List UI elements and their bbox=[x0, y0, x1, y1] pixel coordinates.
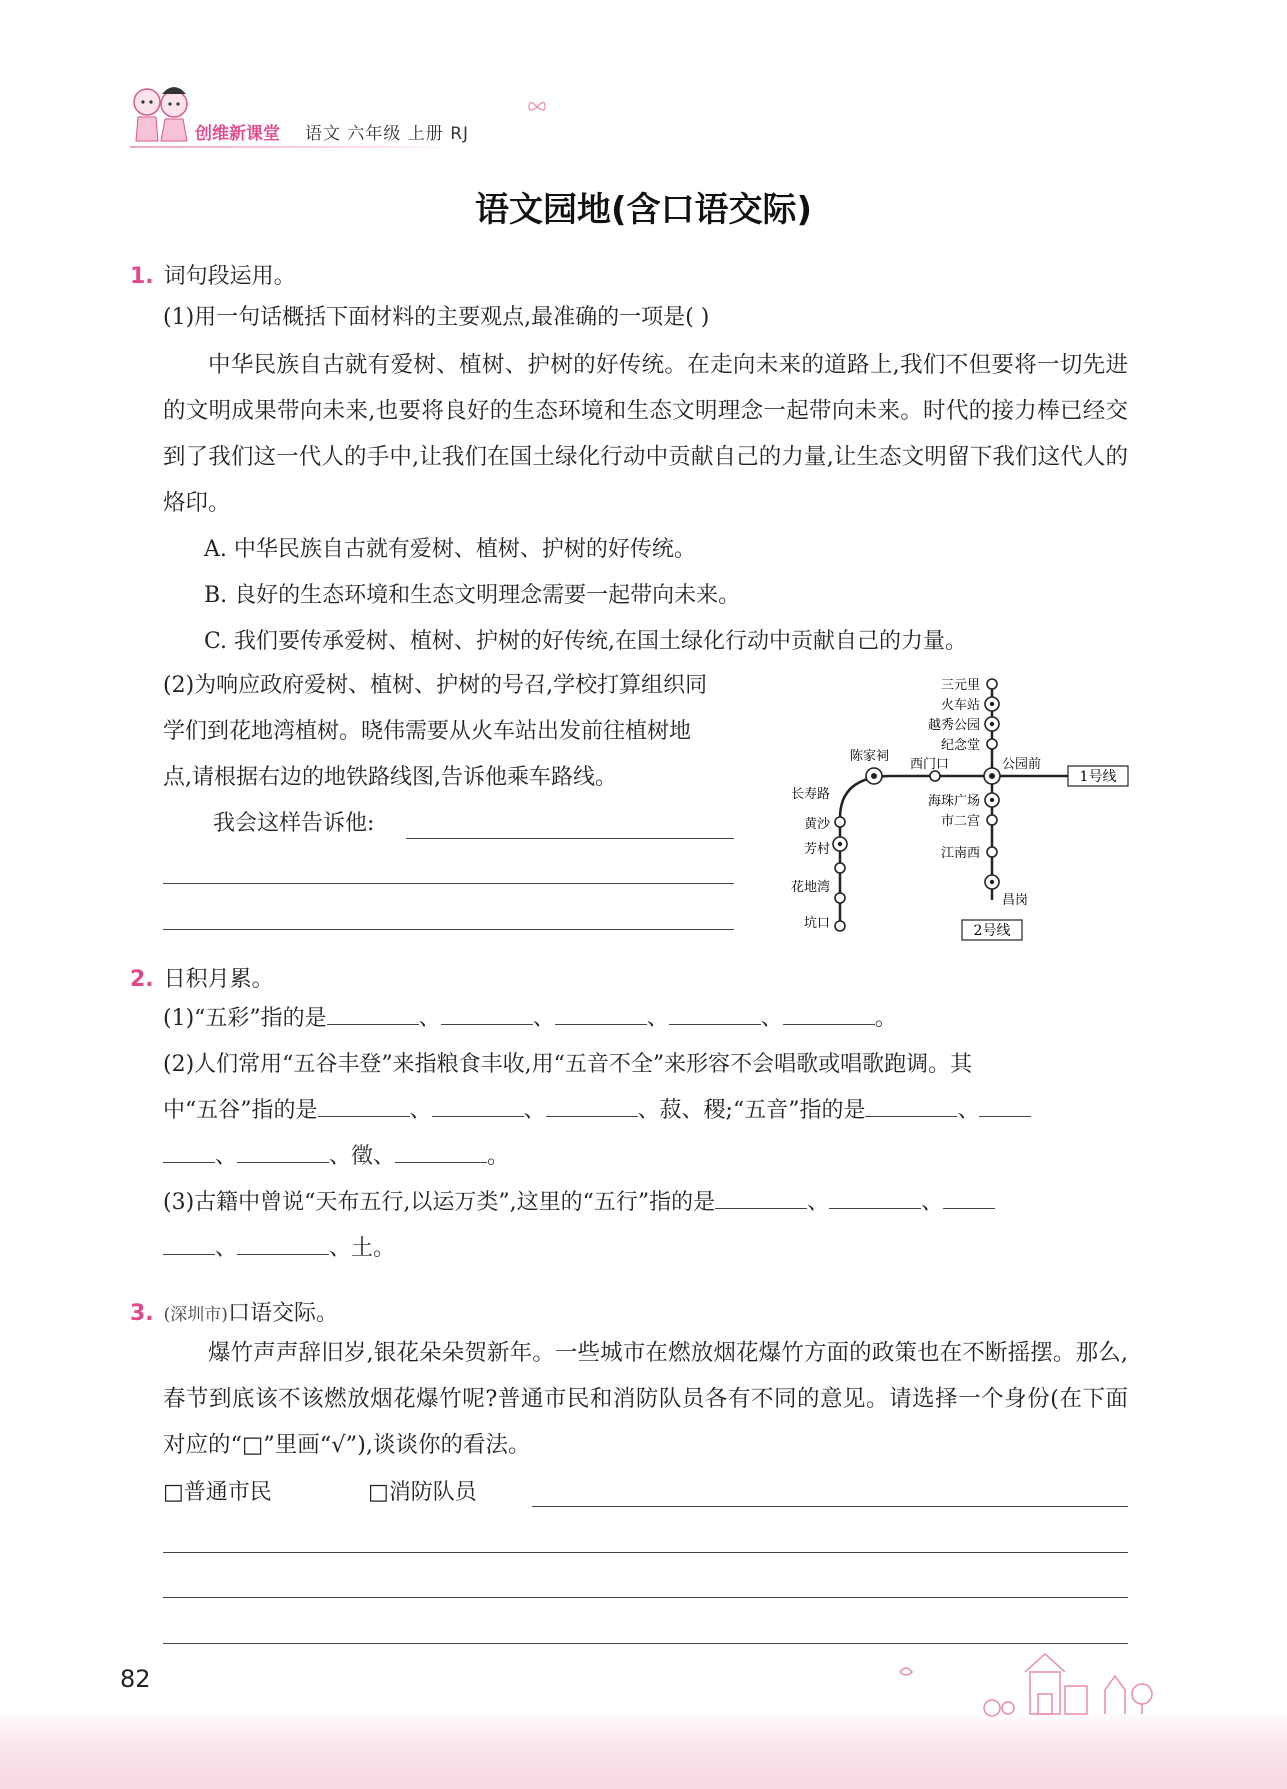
blank[interactable] bbox=[163, 1142, 215, 1163]
q2-part2-text-a: 中“五谷”指的是 bbox=[163, 1098, 318, 1123]
q1-option-b: B. 良好的生态环境和生态文明理念需要一起带向未来。 bbox=[204, 583, 741, 608]
blank[interactable] bbox=[395, 1142, 487, 1163]
blank[interactable] bbox=[979, 1096, 1031, 1117]
station-fangcun: 芳村 bbox=[803, 842, 830, 857]
q3-answer-line-4[interactable] bbox=[163, 1643, 1128, 1644]
q2-part1: (1)“五彩”指的是 、 、 、 、 。 bbox=[163, 1006, 897, 1031]
q1-part2-line2: 学们到花地湾植树。晓伟需要从火车站出发前往植树地 bbox=[163, 719, 692, 744]
q1-part2-line1: (2)为响应政府爱树、植树、护树的号召,学校打算组织同 bbox=[163, 673, 708, 698]
q2-title: 日积月累。 bbox=[163, 967, 274, 992]
station-shiergong: 市二宫 bbox=[940, 814, 980, 829]
q3-source: (深圳市) bbox=[163, 1305, 228, 1325]
q3-option-firefighter[interactable]: □消防队员 bbox=[368, 1480, 477, 1505]
page-number: 82 bbox=[120, 1665, 151, 1693]
q2-heading bbox=[130, 962, 274, 993]
q1-answer-prompt: 我会这样告诉他: bbox=[213, 811, 375, 836]
q3-option-citizen[interactable]: □普通市民 bbox=[163, 1480, 272, 1505]
q2-part2-line2: 中“五谷”指的是 、 、 、菽、稷;“五音”指的是 、 bbox=[163, 1088, 1031, 1134]
station-huadiwan: 花地湾 bbox=[790, 880, 830, 895]
q1-answer-line-2[interactable] bbox=[163, 883, 734, 884]
q2-part3-line2: 、 、土。 bbox=[163, 1226, 395, 1272]
book-subtitle: 语文 六年级 上册 RJ bbox=[305, 124, 470, 144]
q1-title: 词句段运用。 bbox=[163, 264, 296, 289]
station-jiangnanxi: 江南西 bbox=[940, 846, 980, 861]
q1-number: 1. bbox=[130, 264, 154, 289]
line2-label: 2号线 bbox=[973, 923, 1011, 939]
q1-option-a: A. 中华民族自古就有爱树、植树、护树的好传统。 bbox=[204, 537, 696, 562]
blank[interactable] bbox=[669, 1004, 761, 1025]
q3-heading bbox=[130, 1296, 338, 1327]
castle-decoration bbox=[880, 1650, 1180, 1720]
blank[interactable] bbox=[715, 1188, 807, 1209]
q2-part2-line1: (2)人们常用“五谷丰登”来指粮食丰收,用“五音不全”来形容不会唱歌或唱歌跑调。其 bbox=[163, 1052, 973, 1077]
q2-part3-line1: (3)古籍中曾说“天布五行,以运万类”,这里的“五行”指的是 、 、 bbox=[163, 1180, 995, 1226]
blank[interactable] bbox=[327, 1004, 419, 1025]
q2-part3-text: (3)古籍中曾说“天布五行,以运万类”,这里的“五行”指的是 bbox=[163, 1190, 716, 1215]
header-divider bbox=[130, 146, 450, 148]
blank[interactable] bbox=[783, 1004, 875, 1025]
station-sanyuanli: 三元里 bbox=[940, 678, 980, 693]
q1-option-c: C. 我们要传承爱树、植树、护树的好传统,在国土绿化行动中贡献自己的力量。 bbox=[204, 629, 968, 654]
blank[interactable] bbox=[432, 1096, 524, 1117]
page-title: 语文园地(含口语交际) bbox=[474, 190, 813, 230]
q2-part3-text-b: 、土。 bbox=[329, 1236, 396, 1261]
q1-passage: 中华民族自古就有爱树、植树、护树的好传统。在走向未来的道路上,我们不但要将一切先进的文明成果带向未来,也要将良好的生态环境和生态文明理念一起带向未来。时代的接力棒已经交到了我们这一代人的手中,让我们在国土绿化行动中贡献自己的力量,让生态文明留下我们这代人的烙印。 bbox=[163, 352, 1128, 516]
blank[interactable] bbox=[829, 1188, 921, 1209]
q1-part2-line3: 点,请根据右边的地铁路线图,告诉他乘车路线。 bbox=[163, 765, 617, 790]
station-changgang: 昌岗 bbox=[1002, 893, 1029, 908]
station-jiniantang: 纪念堂 bbox=[940, 738, 980, 753]
q2-part2-text-c: 、徵、 bbox=[329, 1144, 396, 1169]
q1-answer-line-1[interactable] bbox=[406, 838, 734, 839]
q3-answer-line-2[interactable] bbox=[163, 1552, 1128, 1553]
station-chenjiaci: 陈家祠 bbox=[850, 749, 890, 764]
blank[interactable] bbox=[865, 1096, 957, 1117]
q1-part1-prompt: (1)用一句话概括下面材料的主要观点,最准确的一项是( ) bbox=[163, 305, 710, 330]
blank[interactable] bbox=[555, 1004, 647, 1025]
footer-band bbox=[0, 1710, 1287, 1789]
q3-passage: 爆竹声声辞旧岁,银花朵朵贺新年。一些城市在燃放烟花爆竹方面的政策也在不断摇摆。那么,春节到底该不该燃放烟花爆竹呢?普通市民和消防队员各有不同的意见。请选择一个身份(在下面对应的“□”里画“√”),谈谈你的看法。 bbox=[163, 1340, 1128, 1458]
station-huochezhan: 火车站 bbox=[940, 698, 980, 713]
q2-part2-line3: 、 、徵、 。 bbox=[163, 1134, 509, 1180]
station-kengkou: 坑口 bbox=[803, 916, 830, 931]
q1-heading bbox=[130, 259, 296, 290]
station-gongyuanqian: 公园前 bbox=[1002, 757, 1042, 772]
subway-map bbox=[770, 668, 1140, 948]
station-ximenkou: 西门口 bbox=[910, 757, 950, 772]
station-yuexiu: 越秀公园 bbox=[927, 718, 980, 733]
blank[interactable] bbox=[318, 1096, 410, 1117]
brand-name: 创维新课堂 bbox=[195, 124, 280, 144]
blank[interactable] bbox=[237, 1234, 329, 1255]
butterfly-icon bbox=[528, 100, 546, 114]
mascot-illustration bbox=[122, 84, 202, 148]
q1-answer-line-3[interactable] bbox=[163, 929, 734, 930]
blank[interactable] bbox=[943, 1188, 995, 1209]
q3-answer-line-1[interactable] bbox=[532, 1506, 1128, 1507]
station-huangsha: 黄沙 bbox=[803, 817, 830, 832]
blank[interactable] bbox=[163, 1234, 215, 1255]
q2-part1-text: (1)“五彩”指的是 bbox=[163, 1006, 327, 1031]
station-haizhu: 海珠广场 bbox=[927, 794, 980, 809]
blank[interactable] bbox=[237, 1142, 329, 1163]
q2-number: 2. bbox=[130, 967, 154, 992]
q2-part2-text-b: 、菽、稷;“五音”指的是 bbox=[637, 1098, 866, 1123]
q3-title: 口语交际。 bbox=[227, 1301, 338, 1326]
line1-label: 1号线 bbox=[1079, 769, 1117, 785]
blank[interactable] bbox=[441, 1004, 533, 1025]
blank[interactable] bbox=[546, 1096, 638, 1117]
station-changshoulu: 长寿路 bbox=[790, 787, 830, 802]
q3-number: 3. bbox=[130, 1301, 154, 1326]
q3-answer-line-3[interactable] bbox=[163, 1597, 1128, 1598]
